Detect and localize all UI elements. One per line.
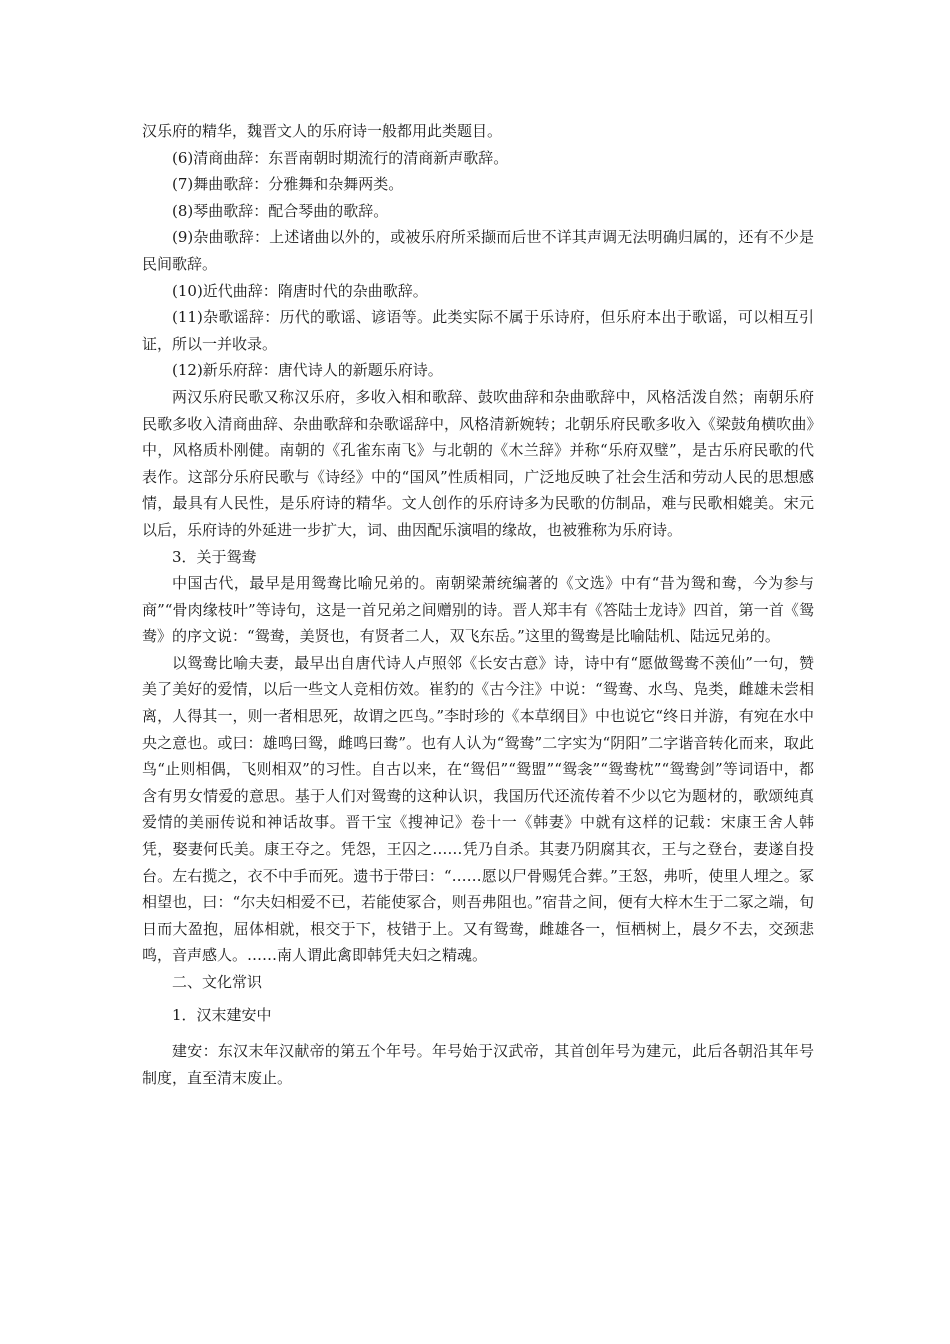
list-item-12: (12)新乐府辞：唐代诗人的新题乐府诗。 xyxy=(172,361,443,380)
brothers-paragraph: 中国古代，最早是用鸳鸯比喻兄弟的。南朝梁萧统编著的《文选》中有“昔为鸳和鸯，今为参与商”“骨肉缘枝叶”等诗句，这是一首兄弟之间赠别的诗。晋人郑丰有《答陆士龙诗》四首，第一首《鸳鸯》的序文说：“鸳鸯，美贤也，有贤者二人，双飞东岳。”这里的鸳鸯是比喻陆机、陆远兄弟的。 xyxy=(142,574,814,646)
subsection-heading-jianan: 1．汉末建安中 xyxy=(172,1005,272,1024)
list-item-10: (10)近代曲辞：隋唐时代的杂曲歌辞。 xyxy=(172,281,428,300)
section-heading-culture: 二、文化常识 xyxy=(172,973,263,991)
section-heading-yuanyang: 3．关于鸳鸯 xyxy=(172,547,257,566)
list-item-7: (7)舞曲歌辞：分雅舞和杂舞两类。 xyxy=(172,175,404,194)
continuation-paragraph: 汉乐府的精华，魏晋文人的乐府诗一般都用此类题目。 xyxy=(142,122,503,140)
yuefu-paragraph: 两汉乐府民歌又称汉乐府，多收入相和歌辞、鼓吹曲辞和杂曲歌辞中，风格活泼自然；南朝乐府民歌多收入清商曲辞、杂曲歌辞和杂歌谣辞中，风格清新婉转；北朝乐府民歌多收入《梁鼓角横吹曲》中，风格质朴刚健。南朝的《孔雀东南飞》与北朝的《木兰辞》并称“乐府双璧”，是古乐府民歌的代表作。这部分乐府民歌与《诗经》中的“国风”性质相同，广泛地反映了社会生活和劳动人民的思想感情，最具有人民性，是乐府诗的精华。文人创作的乐府诗多为民歌的仿制品，难与民歌相媲美。宋元以后，乐府诗的外延进一步扩大，词、曲因配乐演唱的缘故，也被雅称为乐府诗。 xyxy=(142,387,814,539)
document-page xyxy=(142,118,814,1091)
list-item-9: (9)杂曲歌辞：上述诸曲以外的，或被乐府所采撷而后世不详其声调无法明确归属的，还有不少是民间歌辞。 xyxy=(142,228,814,273)
list-item-6: (6)清商曲辞：东晋南朝时期流行的清商新声歌辞。 xyxy=(172,148,509,167)
list-item-8: (8)琴曲歌辞：配合琴曲的歌辞。 xyxy=(172,201,389,220)
list-item-11: (11)杂歌谣辞：历代的歌谣、谚语等。此类实际不属于乐诗府，但乐府本出于歌谣，可以相互引证，所以一并收录。 xyxy=(142,308,814,353)
jianan-paragraph: 建安：东汉末年汉献帝的第五个年号。年号始于汉武帝，其首创年号为建元，此后各朝沿其年号制度，直至清末废止。 xyxy=(142,1042,814,1087)
couple-paragraph: 以鸳鸯比喻夫妻，最早出自唐代诗人卢照邻《长安古意》诗，诗中有“愿做鸳鸯不羡仙”一句，赞美了美好的爱情，以后一些文人竞相仿效。崔豹的《古今注》中说：“鸳鸯、水鸟、凫类，雌雄未尝相离，人得其一，则一者相思死，故谓之匹鸟。”李时珍的《本草纲目》中也说它“终日并游，有宛在水中央之意也。或曰：雄鸣曰鸳，雌鸣曰鸯”。也有人认为“鸳鸯”二字实为“阴阳”二字谐音转化而来，取此鸟“止则相偶，飞则相双”的习性。自古以来，在“鸳侣”“鸳盟”“鸳衾”“鸳鸯枕”“鸳鸯剑”等词语中，都含有男女情爱的意思。基于人们对鸳鸯的这种认识，我国历代还流传着不少以它为题材的，歌颂纯真爱情的美丽传说和神话故事。晋干宝《搜神记》卷十一《韩妻》中就有这样的记载：宋康王舍人韩凭，娶妻何氏美。康王夺之。凭怨，王囚之……凭乃自杀。其妻乃阴腐其衣，王与之登台，妻遂自投台。左右揽之，衣不中手而死。遗书于带曰：“……愿以尸骨赐凭合葬。”王怒，弗听，使里人埋之。冢相望也，曰：“尔夫妇相爱不已，若能使冢合，则吾弗阻也。”宿昔之间，便有大梓木生于二冢之端，旬日而大盈抱，屈体相就，根交于下，枝错于上。又有鸳鸯，雌雄各一，恒栖树上，晨夕不去，交颈悲鸣，音声感人。……南人谓此禽即韩凭夫妇之精魂。 xyxy=(142,653,814,965)
